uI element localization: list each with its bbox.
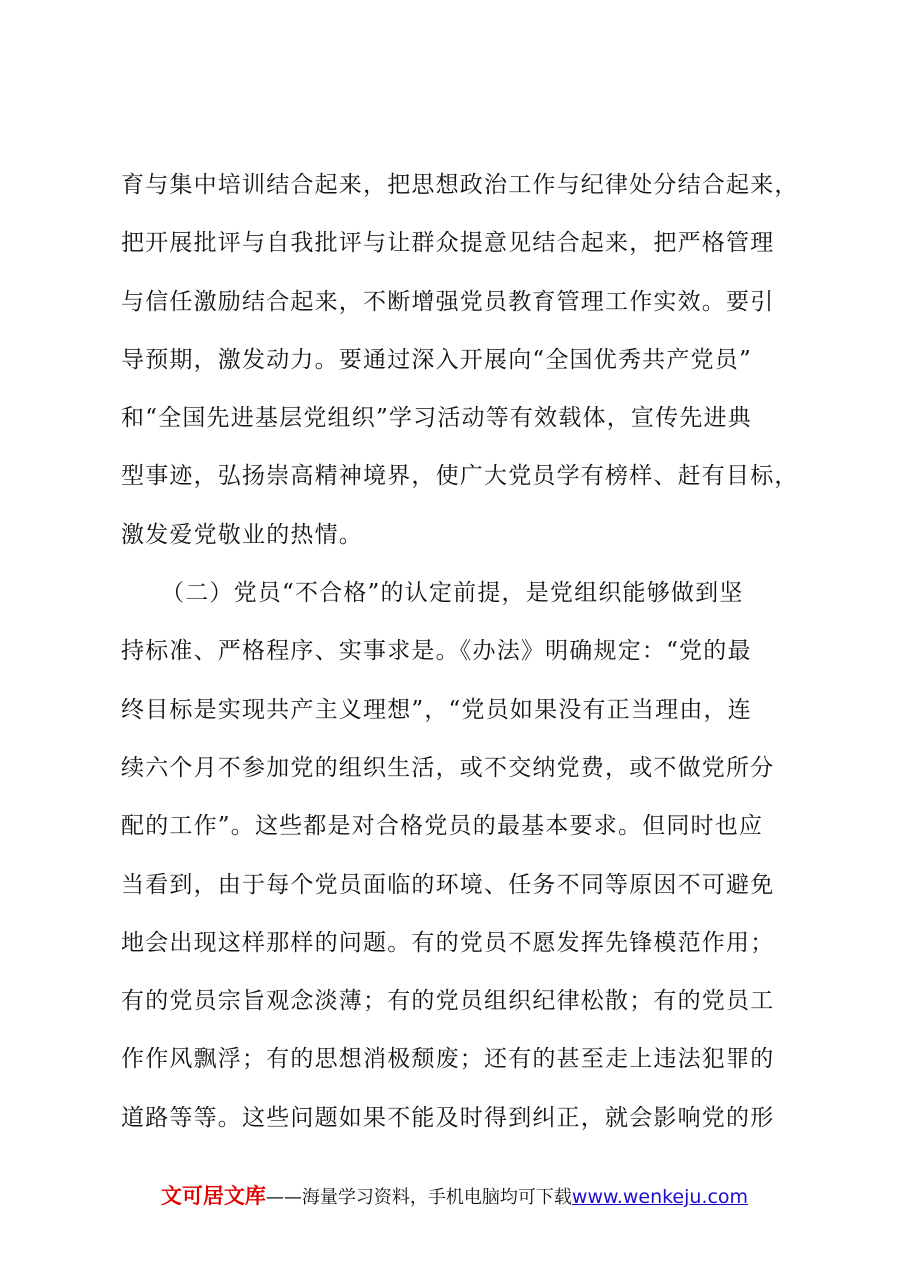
text-line: 当看到，由于每个党员面临的环境、任务不同等原因不可避免 (121, 871, 775, 898)
page-footer (0, 1180, 909, 1210)
text-line: 道路等等。这些问题如果不能及时得到纠正，就会影响党的形 (121, 1104, 775, 1131)
document-body (121, 156, 801, 1147)
section-heading-line: （二）党员“不合格”的认定前提，是党组织能够做到坚 (161, 580, 744, 607)
text-line: 与信任激励结合起来，不断增强党员教育管理工作实效。要引 (121, 288, 775, 315)
footer-brand: 文可居文库 (160, 1184, 266, 1208)
footer-url-link[interactable]: www.wenkeju.com (571, 1186, 749, 1208)
footer-slogan: ——海量学习资料，手机电脑均可下载 (265, 1187, 572, 1208)
text-line: 和“全国先进基层党组织”学习活动等有效载体，宣传先进典 (121, 405, 752, 432)
text-line: 激发爱党敬业的热情。 (121, 521, 363, 548)
text-line: 作作风飘浮；有的思想消极颓废；还有的甚至走上违法犯罪的 (121, 1046, 775, 1073)
text-line: 有的党员宗旨观念淡薄；有的党员组织纪律松散；有的党员工 (121, 988, 775, 1015)
text-line: 持标准、严格程序、实事求是。《办法》明确规定：“党的最 (121, 638, 752, 665)
text-line: 育与集中培训结合起来，把思想政治工作与纪律处分结合起来， (121, 172, 799, 198)
text-line: 配的工作”。这些都是对合格党员的最基本要求。但同时也应 (121, 813, 764, 840)
text-line: 地会出现这样那样的问题。有的党员不愿发挥先锋模范作用； (121, 929, 775, 956)
text-line: 终目标是实现共产主义理想”，“党员如果没有正当理由，连 (121, 696, 752, 723)
text-line: 导预期，激发动力。要通过深入开展向“全国优秀共产党员” (121, 346, 752, 373)
text-line: 续六个月不参加党的组织生活，或不交纳党费，或不做党所分 (121, 754, 775, 781)
text-line: 把开展批评与自我批评与让群众提意见结合起来，把严格管理 (121, 230, 775, 257)
text-line: 型事迹，弘扬崇高精神境界，使广大党员学有榜样、赶有目标， (121, 463, 799, 490)
